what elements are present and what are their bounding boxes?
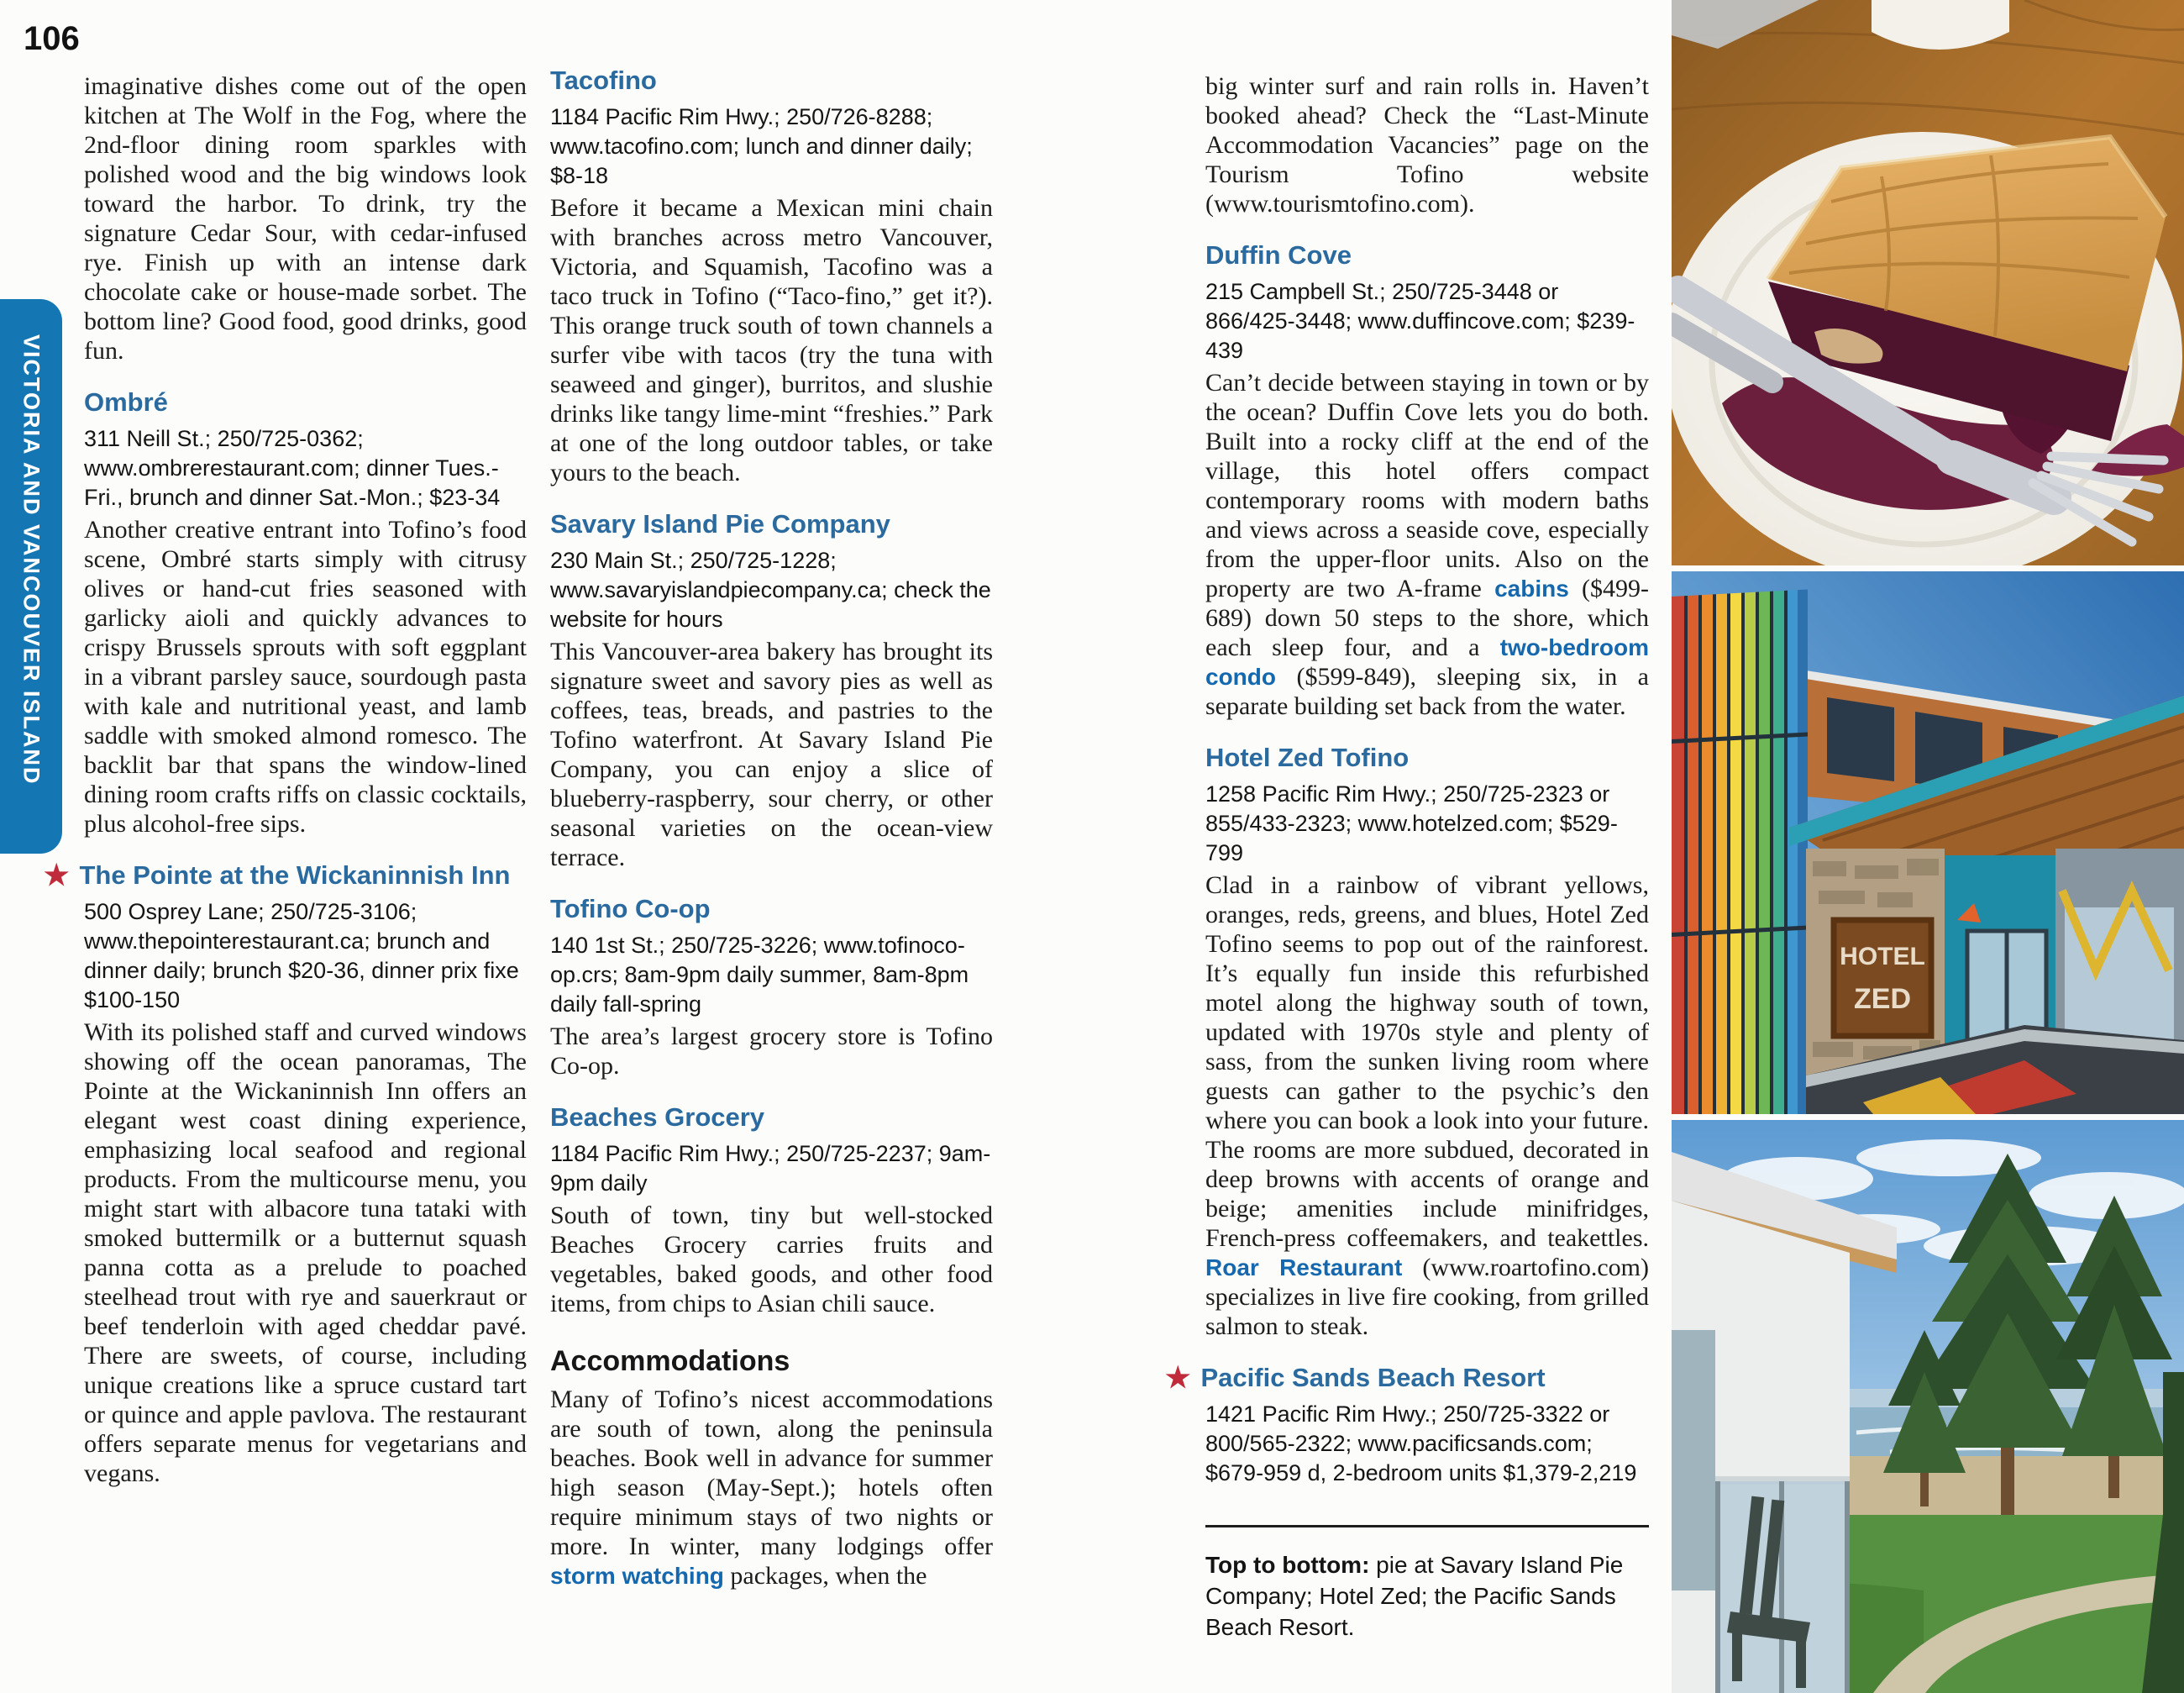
listing-title-savary xyxy=(550,509,993,539)
listing-address: 140 1st St.; 250/725-3226; www.tofinoco-op.crs; 8am-9pm daily summer, 8am-8pm daily fall-spring xyxy=(550,933,969,1017)
listing-name: Ombré xyxy=(84,387,168,417)
listing-title-hotel-zed xyxy=(1205,743,1649,773)
listing-description xyxy=(1205,870,1649,1341)
listing-pacific-sands xyxy=(1165,1362,1649,1488)
listing-description: Before it became a Mexican mini chain with branches across metro Vancouver, Victoria, and Squamish, Tacofino was a taco truck in Tofino (“Taco-fino,” get it?). This orange truck south of town channels a surfer vibe with tacos (try the tuna with seaweed and ginger), burritos, and slushie drinks like tangy lime-mint “freshies.” Park at one of the long outdoor tables, or take yours to the beach. xyxy=(550,194,993,486)
listing-address: 1184 Pacific Rim Hwy.; 250/726-8288; www.tacofino.com; lunch and dinner daily; $8-18 xyxy=(550,104,973,188)
paragraph-text: ($499-689) down 50 steps to the shore, which each sleep four, and a xyxy=(1205,575,1649,661)
photo-caption xyxy=(1205,1549,1649,1643)
sidebar-tab-victoria-vancouver-island xyxy=(0,299,62,854)
caption-label: Top to bottom: xyxy=(1205,1552,1370,1578)
listing-description: South of town, tiny but well-stocked Beaches Grocery carries fruits and vegetables, baked goods, and other food items, from chips to Asian chili sauce. xyxy=(550,1201,993,1317)
listing-name: Tofino Co-op xyxy=(550,894,711,923)
listing-address: 215 Campbell St.; 250/725-3448 or 866/425-3448; www.duffincove.com; $239-439 xyxy=(1205,279,1635,363)
caption-divider xyxy=(1205,1525,1649,1527)
listing-name: Duffin Cove xyxy=(1205,240,1352,270)
hotel-zed-photo-illustration xyxy=(1672,571,2184,1114)
accommodations-continued-paragraph: big winter surf and rain rolls in. Haven’t booked ahead? Check the “Last-Minute Accommodation Vacancies” page on the Tourism Tofino website (www.tourismtofino.com). xyxy=(1205,72,1649,218)
listing-ombre xyxy=(84,387,527,839)
listing-name: Hotel Zed Tofino xyxy=(1205,743,1410,772)
listing-duffin-cove xyxy=(1205,240,1649,721)
two-bedroom-condo-keyword: two-bedroom condo xyxy=(1205,634,1649,690)
star-icon: ★ xyxy=(1165,1362,1191,1394)
listing-tofino-coop xyxy=(550,894,993,1080)
wolf-in-the-fog-paragraph: imaginative dishes come out of the open kitchen at The Wolf in the Fog, where the 2nd-floor dining room sparkles with polished wood and the big windows look toward the harbor. To drink, try the signature Cedar Sour, with cedar-infused rye. Finish up with an intense dark chocolate cake or house-made sorbet. The bottom line? Good food, good drinks, good fun. xyxy=(84,72,527,365)
listing-address: 1258 Pacific Rim Hwy.; 250/725-2323 or 855/433-2323; www.hotelzed.com; $529-799 xyxy=(1205,781,1618,865)
section-header-accommodations: Accommodations xyxy=(550,1345,790,1377)
caption-text: pie at Savary Island Pie Company; Hotel Zed; the Pacific Sands Beach Resort. xyxy=(1205,1552,1624,1640)
listing-pointe-wickaninnish xyxy=(44,860,527,1488)
paragraph-text: (www.roartofino.com) specializes in live fire cooking, from grilled salmon to steak. xyxy=(1205,1254,1649,1340)
paragraph-text: ($599-849), sleeping six, in a separate building set back from the water. xyxy=(1205,663,1649,720)
listing-title-beaches-grocery xyxy=(550,1102,993,1133)
sidebar-tab-label: VICTORIA AND VANCOUVER ISLAND xyxy=(18,334,45,786)
listing-beaches-grocery xyxy=(550,1102,993,1318)
paragraph-text: Can’t decide between staying in town or by the ocean? Duffin Cove lets you do both. Built into a rocky cliff at the end of the village, this hotel offers compact contemporary rooms with modern baths and views across a seaside cove, especially from the upper-floor units. Also on the property are two A-frame xyxy=(1205,369,1649,602)
pie-photo-illustration xyxy=(1672,0,2184,565)
beach-resort-photo xyxy=(1672,1120,2184,1693)
roar-restaurant-keyword: Roar Restaurant xyxy=(1205,1254,1403,1280)
paragraph-text: Clad in a rainbow of vibrant yellows, oranges, reds, greens, and blues, Hotel Zed Tofino seems to pop out of the rainforest. It’s equally fun inside this refurbished motel along the highway south of town, updated with 1970s style and plenty of sass, from the sunken living room where guests can gather to the psychic’s den where you can book a look into your future. The rooms are more subdued, decorated in deep browns with accents of orange and beige; amenities include minifridges, French-press coffeemakers, and teakettles. xyxy=(1205,871,1649,1252)
accommodations-paragraph xyxy=(550,1385,993,1590)
storm-watching-keyword: storm watching xyxy=(550,1563,724,1589)
listing-address: 311 Neill St.; 250/725-0362; www.ombrerestaurant.com; dinner Tues.-Fri., brunch and dinner Sat.-Mon.; $23-34 xyxy=(84,426,501,510)
column-1 xyxy=(44,71,527,1488)
cabins-keyword: cabins xyxy=(1494,576,1569,602)
listing-title-tacofino xyxy=(550,66,993,96)
listing-title-ombre xyxy=(84,387,527,418)
listing-address: 500 Osprey Lane; 250/725-3106; www.thepointerestaurant.ca; brunch and dinner daily; brunch $20-36, dinner prix fixe $100-150 xyxy=(84,899,519,1012)
pie-photo xyxy=(1672,0,2184,565)
listing-name: The Pointe at the Wickaninnish Inn xyxy=(79,860,511,890)
listing-description: The area’s largest grocery store is Tofino Co-op. xyxy=(550,1023,993,1080)
hotel-zed-sign-line2: ZED xyxy=(1854,983,1911,1015)
listing-description xyxy=(1205,368,1649,721)
listing-description: With its polished staff and curved windows showing off the ocean panoramas, The Pointe at the Wickaninnish Inn offers an elegant west coast dining experience, emphasizing local seafood and regional products. From the multicourse menu, you might start with albacore tuna tataki with smoked buttermilk or a butternut squash panna cotta as a prelude to poached steelhead trout with rye and sauerkraut or beef tenderloin with aged cheddar pavé. There are sweets, of course, including unique creations like a spruce custard tart or quince and apple pavlova. The restaurant offers separate menus for vegetarians and vegans. xyxy=(84,1018,527,1487)
hotel-zed-photo xyxy=(1672,571,2184,1114)
listing-tacofino xyxy=(550,66,993,487)
paragraph-text: packages, when the xyxy=(723,1562,927,1590)
beach-resort-photo-illustration xyxy=(1672,1120,2184,1693)
column-3 xyxy=(1165,71,1649,1643)
hotel-zed-sign-line1: HOTEL xyxy=(1840,943,1925,970)
listing-title-pacific-sands xyxy=(1165,1363,1649,1393)
listing-description: Another creative entrant into Tofino’s food scene, Ombré starts simply with citrusy olives or hand-cut fries seasoned with garlicky aioli and quickly advances to crispy Brussels sprouts with soft eggplant in a vibrant parsley sauce, sourdough pasta with kale and nutritional yeast, and lamb saddle with smoked almond romesco. The backlit bar that spans the window-lined dining room crafts riffs on classic cocktails, plus alcohol-free sips. xyxy=(84,516,527,838)
page-number: 106 xyxy=(24,20,80,57)
listing-name: Tacofino xyxy=(550,66,657,95)
listing-address: 1184 Pacific Rim Hwy.; 250/725-2237; 9am-9pm daily xyxy=(550,1141,991,1196)
listing-name: Pacific Sands Beach Resort xyxy=(1200,1363,1546,1392)
listing-name: Beaches Grocery xyxy=(550,1102,765,1132)
listing-address: 1421 Pacific Rim Hwy.; 250/725-3322 or 800/565-2322; www.pacificsands.com; $679-959 d, 2-bedroom units $1,379-2,219 xyxy=(1205,1401,1637,1485)
listing-description: This Vancouver-area bakery has brought its signature sweet and savory pies as well as coffees, teas, breads, and pastries to the Tofino waterfront. At Savary Island Pie Company, you can enjoy a slice of blueberry-raspberry, sour cherry, or other seasonal varieties on the ocean-view terrace. xyxy=(550,638,993,871)
listing-title-duffin-cove xyxy=(1205,240,1649,271)
column-2 xyxy=(550,66,993,1590)
listing-name: Savary Island Pie Company xyxy=(550,509,890,539)
listing-hotel-zed xyxy=(1205,743,1649,1341)
listing-savary-island-pie xyxy=(550,509,993,872)
paragraph-text: Many of Tofino’s nicest accommodations are south of town, along the peninsula beaches. Book well in advance for summer high season (May-Sept.); hotels often require minimum stays of two nights or more. In winter, many lodgings offer xyxy=(550,1385,993,1560)
listing-address: 230 Main St.; 250/725-1228; www.savaryislandpiecompany.ca; check the website for hours xyxy=(550,548,991,632)
star-icon: ★ xyxy=(44,860,70,891)
listing-title-pointe xyxy=(44,860,527,891)
listing-title-tofino-coop xyxy=(550,894,993,924)
